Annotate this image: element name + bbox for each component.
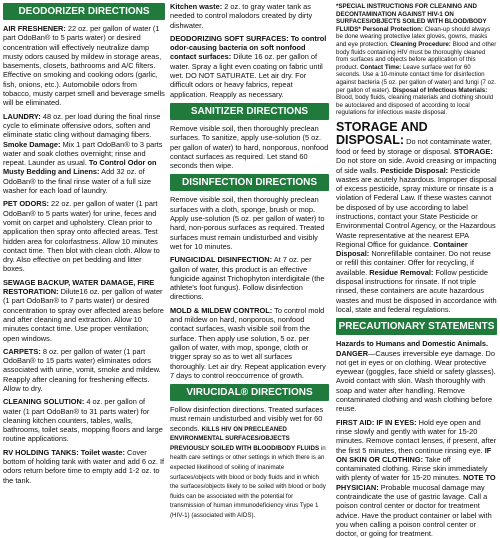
sewage-body: Dilute16 oz. per gallon of water (1 part OdoBan® to 7 parts water) or desired concentration to spray over affected areas before and after cleaning and extraction. Allow 10 minutes contact time. Use proper ventilation; open windows. (3, 287, 164, 343)
infectious-disposal-title: Disposal of Infectious Materials: (392, 86, 488, 94)
storage-disposal-title: STORAGE AND DISPOSAL: (336, 119, 428, 147)
air-freshener-title: AIR FRESHENER: (3, 24, 66, 33)
sanitizer-header: SANITIZER DIRECTIONS (170, 103, 329, 120)
contact-time-title: Contact Time: (360, 63, 402, 71)
rv-holding-tanks-paragraph (3, 448, 165, 485)
pet-odors-paragraph (3, 199, 165, 273)
first-aid-body: Hold eye open and rinse slowly and gently with water for 15-20 minutes. Remove contact lenses, if present, after the first 5 minutes, then continue rinsing eye. (336, 417, 497, 455)
carpets-paragraph (3, 347, 165, 393)
musty-bedding-title: To Control Odor on Musty Bedding and Linens: (3, 158, 157, 177)
cleaning-solution-body: 4 oz. per gallon of water (1 part OdoBan® to 31 parts water) for cleaning kitchen counters, tables, walls, bathrooms, toilet seats, mopping floors and large routine applications. (3, 397, 163, 444)
hazards-title: Hazards to Humans and Domestic Animals. (336, 339, 489, 349)
rv-holding-tanks-body: Cover bottom of holding tank with water and add 6 oz. If odors return before time to empty add 1-2 oz. to the tank. (3, 447, 165, 485)
kitchen-waste-title: Kitchen waste: (170, 2, 223, 11)
hazards-paragraph (336, 339, 497, 413)
smoke-damage-body: Mix 1 part OdoBan® to 3 parts water and soak clothes overnight; rinse and repeat. Launder as usual. (3, 139, 163, 168)
note-physician-title: NOTE TO PHYSICIAN: (336, 473, 496, 492)
air-freshener-paragraph (3, 24, 165, 108)
precautionary-header: PRECAUTIONARY STATEMENTS (336, 318, 497, 335)
danger-title: DANGER (336, 348, 369, 358)
soft-surfaces-paragraph (170, 34, 329, 99)
pet-odors-body: 22 oz. per gallon of water (1 part OdoBan® to 5 parts water) for urine, feces and vomit on carpet and upholstery. Clean prior to application then spray onto affected areas. Test hidden area for colorfastness. Allow 10 minutes contact time. Then blot with clean cloth. Allow to dry. Also effective on pet bedding and litter boxes. (3, 199, 160, 274)
storage-disposal-paragraph (336, 121, 497, 314)
special-instructions-paragraph (336, 3, 497, 117)
deodorizer-header: DEODORIZER DIRECTIONS (3, 3, 165, 20)
note-physician-body: Probable mucosal damage may contraindicate the use of gastric lavage. Call a poison control center or doctor for treatment advice. Have the product container or label with you when calling a poison control center or doctor, or going for treatment. (336, 482, 492, 538)
cleaning-procedure-body: Blood and other body fluids containing HIV must be thoroughly cleaned from surfaces and objects before application of this product. (336, 40, 497, 71)
cleaning-solution-title: CLEANING SOLUTION: (3, 397, 85, 407)
carpets-body: 8 oz. per gallon of water (1 part OdoBan® to 15 parts water) eliminates odors associated with urine, vomit, smoke and mildew. Reapply after cleaning for freshening effects. Allow to dry. (3, 346, 161, 393)
contact-time-body: Leave surface wet for 60 seconds. Use a 10-minute contact time for disinfection against bacteria (5 oz. per gallon of water) and fungi (7 oz. per gallon of water). (336, 63, 496, 94)
pet-odors-title: PET ODORS: (3, 199, 49, 209)
danger-body: —Causes irreversible eye damage. Do not get in eyes or on clothing. Wear protective eyewear (goggles, face shield or safety glasses). Avoid contact with skin. Wash thoroughly with soap and water after handling. Remove contaminated clothing and wash clothing before reuse. (336, 348, 496, 414)
residue-removal-body: Follow pesticide disposal instructions for rinsate. If not triple rinsed, these containers are acute hazardous wastes and must be disposed in accordance with local, state and federal regulations. (336, 267, 497, 314)
fungicidal-body: At 7 oz. per gallon of water, this product is an effective fungicide against Trichophyton interdigitale (the athlete's foot fungus). Follow disinfection directions. (170, 255, 325, 302)
mold-mildew-body: To control mold and mildew on hard, nonporous, nonfood contact surfaces, wash visible soil from the surface. Then apply use solution, 5 oz. per gallon of water, with mop, sponge, cloth or trigger spray so as to wet all surfaces thoroughly. Let air dry. Repeat application every 7 days to control reoccurrence of growth. (170, 305, 326, 380)
cleaning-procedure-title: Cleaning Procedure: (390, 40, 451, 48)
storage-disposal-body: Do not contaminate water, food or feed by storage or disposal. (336, 136, 492, 156)
first-aid-paragraph (336, 418, 497, 538)
pesticide-disposal-title: Pesticide Disposal: (380, 165, 449, 175)
disinfection-paragraph: Remove visible soil, then thoroughly preclean surfaces with a cloth, sponge, brush or mop. Apply use-solution (5 oz. per gallon of water) to hard, non-porous surfaces as required. Treated surfaces must remain undisturbed and visibly wet for 10 minutes. (170, 195, 325, 251)
sanitizer-paragraph: Remove visible soil, then thoroughly preclean surfaces. To sanitize, apply use-solution (5 oz. per gallon of water) to hard, nonporous, nonfood contact surfaces as required. Let stand 60 seconds then wipe. (170, 123, 329, 171)
infectious-disposal-body: Blood, body fluids, cleaning materials and clothing should be autoclaved and disposed of according to local regulations for infectious waste disposal. (336, 94, 494, 117)
first-aid-title: FIRST AID: IF IN EYES: (336, 417, 417, 427)
cleaning-solution-paragraph (3, 397, 165, 443)
musty-bedding-body: Add 32 oz. of OdoBan® to the final rinse water of a full size washer for each load of laundry. (3, 167, 151, 196)
virucidal-paragraph (170, 405, 329, 520)
air-freshener-body: 22 oz. per gallon of water (1 part OdoBan® to 5 parts water) or desired concentration will effectively neutralize damp musty odors caused by mildew in storage areas, basements, closets, bathrooms and A/C filters. Effective on smoking and cooking odors (garlic, fish, onions, etc.). Automobile odors from tobacco, musty carpet smell and beverage smells will be eliminated. (3, 24, 165, 108)
skin-clothing-title: IF ON SKIN OR CLOTHING: (336, 445, 492, 464)
storage-title: STORAGE: (453, 146, 493, 156)
smoke-damage-title: Smoke Damage: (3, 139, 61, 149)
laundry-title: LAUNDRY: (3, 111, 41, 121)
sewage-paragraph (3, 278, 165, 343)
special-instructions-body: Clean-up should always be done wearing protective latex gloves, gowns, masks and eye protection. (336, 25, 491, 48)
kills-hiv-body: in health care settings or other settings in which there is an expected likelihood of soiling of inanimate surfaces/objects with blood or body fluids and in which the surfaces/objects likely to be soiled with blood or body fluids can be associated with the potential for transmission of human immunodeficiency virus Type 1 (HIV-1) (associated with AIDS). (170, 444, 326, 520)
skin-clothing-body: Take off contaminated clothing. Rinse skin immediately with plenty of water for 15-20 minutes. (336, 454, 488, 483)
container-disposal-title: Container Disposal: (336, 239, 468, 259)
mold-mildew-title: MOLD & MILDEW CONTROL: (170, 305, 273, 315)
fungicidal-paragraph (170, 255, 329, 301)
container-disposal-body: Nonrefillable container. Do not reuse or refill this container. Offer for recycling, if available. (336, 249, 491, 277)
soft-surfaces-body: Dilute 16 oz. per gallon of water. Spray a light even coating on fabric until wet. DO NOT SATURATE. Let air dry. For difficult odors or heavy fabrics, repeat application. Reapply as necessary. (170, 52, 323, 99)
storage-body: Do not store on side. Avoid creasing or impacting of side walls. (336, 156, 497, 175)
kills-hiv-title: KILLS HIV ON PRECLEANED ENVIRONMENTAL SURFACES/OBJECTS PREVIOUSLY SOILED WITH BLOOD/BODY FLUIDS (170, 425, 320, 452)
laundry-paragraph (3, 112, 165, 196)
fungicidal-title: FUNGICIDAL DISINFECTION: (170, 255, 273, 265)
virucidal-header: VIRUCIDAL® DIRECTIONS (170, 384, 329, 401)
laundry-body: 48 oz. per load during the final rinse cycle to eliminate offensive odors, soften and eliminate static cling without damaging fibers. (3, 111, 161, 140)
carpets-title: CARPETS: (3, 346, 41, 356)
rv-holding-tanks-title: RV HOLDING TANKS: Toilet waste: (3, 447, 125, 457)
soft-surfaces-title: DEODORIZING SOFT SURFACES: To control odor-causing bacteria on soft nonfood contact surfaces: (170, 33, 327, 62)
mold-mildew-paragraph (170, 306, 329, 380)
kitchen-waste-paragraph (170, 2, 329, 30)
kitchen-waste-body: 2 oz. to gray water tank as needed to control malodors created by dirty dishwater. (170, 2, 313, 30)
column-right (332, 0, 500, 538)
column-middle (167, 0, 332, 520)
special-instructions-title: *SPECIAL INSTRUCTIONS FOR CLEANING AND DECONTAMINATION AGAINST HIV-1 ON SURFACES/OBJECTS SOILED WITH BLOOD/BODY FLUIDS* Personal Protection: (336, 3, 487, 33)
column-left (0, 0, 167, 500)
pesticide-disposal-body: Pesticide wastes are acutely hazardous. Improper disposal of excess pesticide, spray mixture or rinsate is a violation of Federal Law. If these wastes cannot be disposed of by use according to label instructions, contact your State Pesticide or Environmental Control Agency, or the Hazardous Waste representative at the nearest EPA Regional Office for guidance. (336, 165, 497, 249)
residue-removal-title: Residue Removal: (369, 267, 434, 277)
virucidal-body: Follow disinfection directions. Treated surfaces must remain undisturbed and visibly wet for 60 seconds. (170, 405, 324, 433)
sewage-title: SEWAGE BACKUP, WATER DAMAGE, FIRE RESTORATION: (3, 277, 155, 297)
disinfection-header: DISINFECTION DIRECTIONS (170, 174, 329, 191)
